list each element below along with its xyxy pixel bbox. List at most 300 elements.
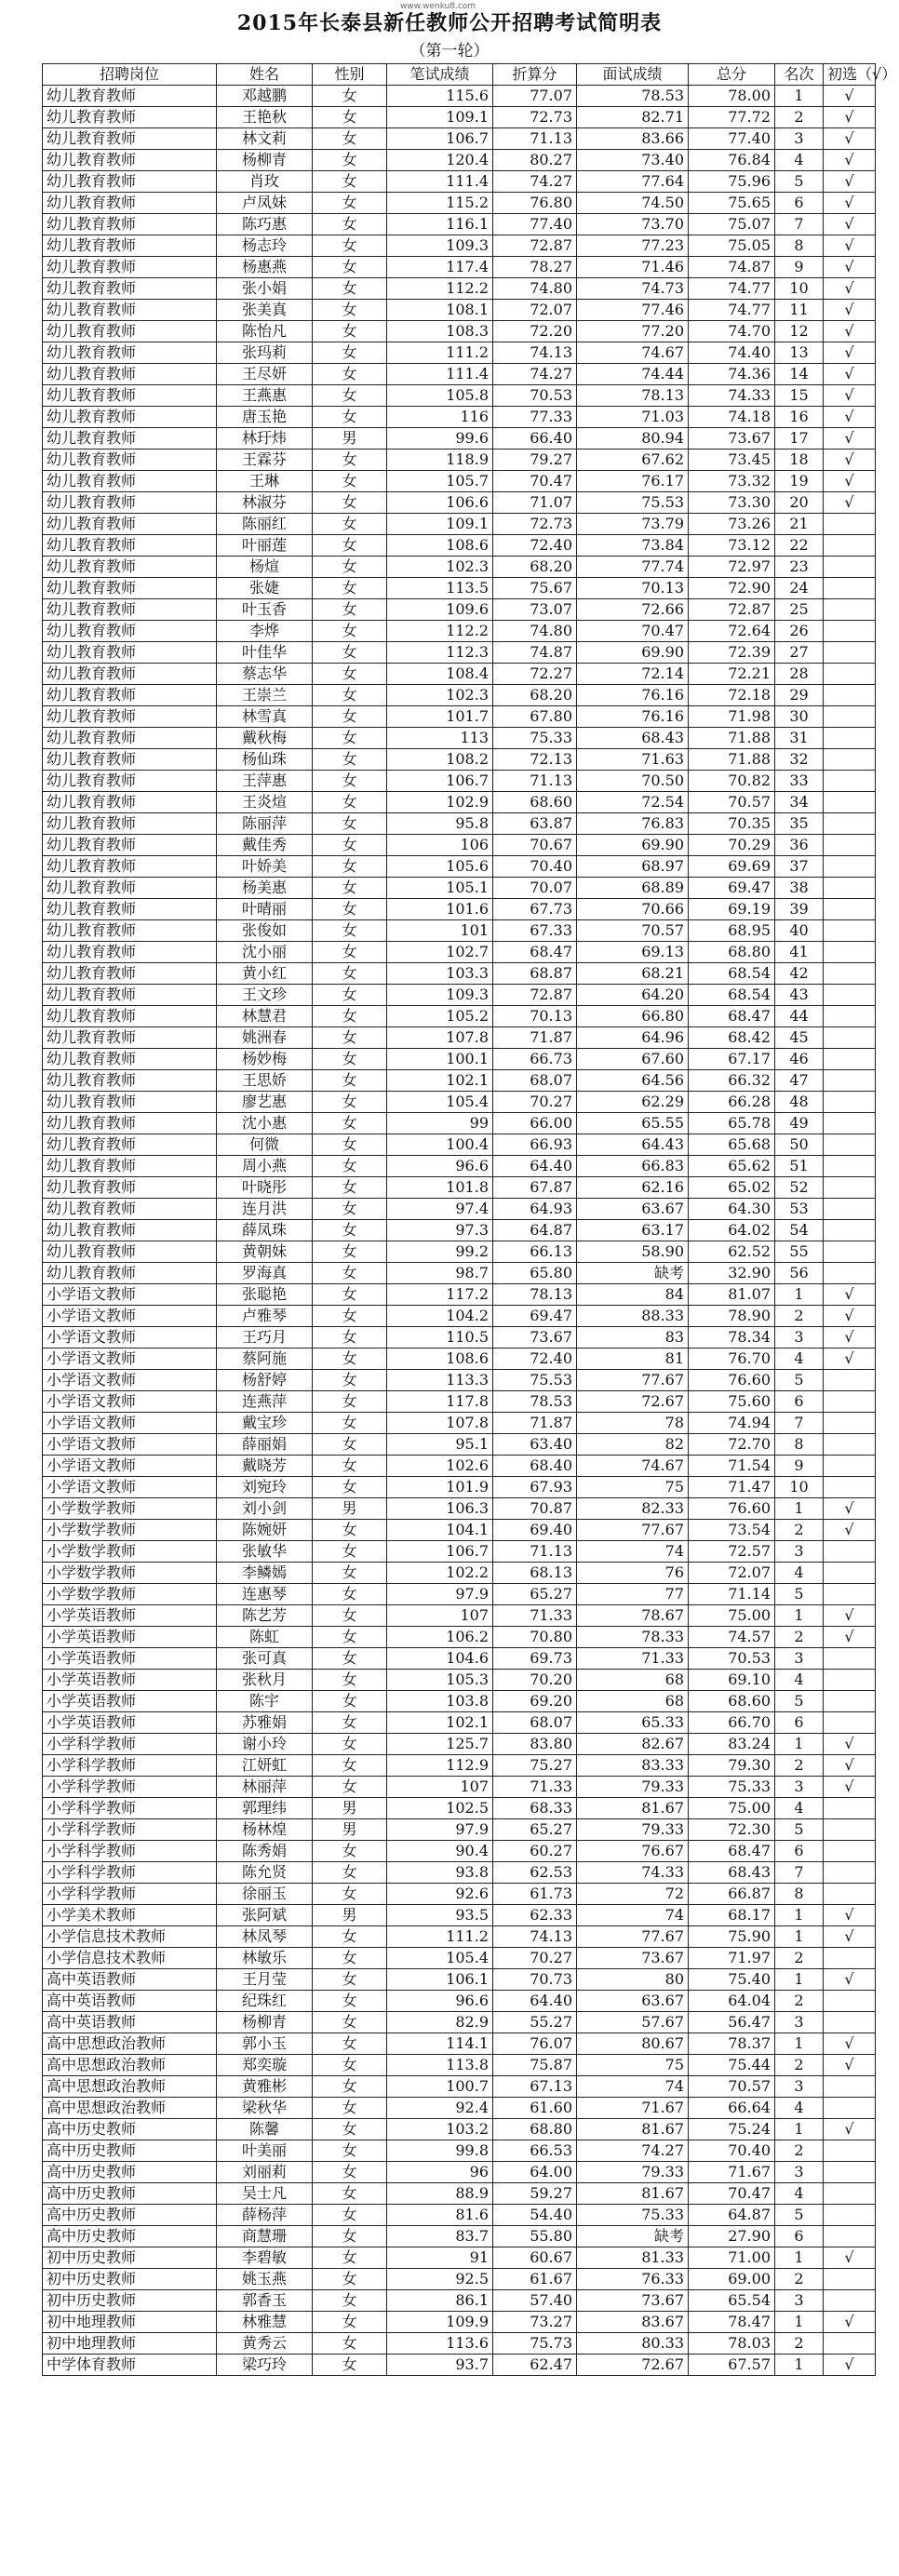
table-row: [43, 1563, 876, 1584]
position-cell: 幼儿教育教师: [43, 813, 217, 835]
name-cell: 张俊如: [217, 920, 313, 942]
name-cell: 杨柳青: [217, 150, 313, 171]
rank-cell: 7: [775, 1413, 824, 1434]
preselected-cell: [824, 899, 876, 920]
written-score-cell: 120.4: [387, 150, 493, 171]
written-score-cell: 109.3: [387, 985, 493, 1006]
converted-score-cell: 70.40: [493, 856, 577, 878]
name-cell: 周小燕: [217, 1156, 313, 1177]
name-cell: 陈秀娟: [217, 1841, 313, 1862]
table-row: [43, 193, 876, 214]
name-cell: 郭小玉: [217, 2033, 313, 2055]
converted-score-cell: 72.27: [493, 664, 577, 685]
rank-cell: 48: [775, 1092, 824, 1113]
total-score-cell: 72.97: [689, 557, 775, 578]
position-cell: 幼儿教育教师: [43, 749, 217, 771]
interview-score-cell: 缺考: [577, 1263, 689, 1284]
converted-score-cell: 72.73: [493, 107, 577, 128]
gender-cell: 女: [313, 1348, 387, 1370]
name-cell: 林淑芬: [217, 492, 313, 514]
position-cell: 幼儿教育教师: [43, 1070, 217, 1092]
table-row: [43, 599, 876, 621]
converted-score-cell: 63.40: [493, 1434, 577, 1456]
rank-cell: 20: [775, 492, 824, 514]
gender-cell: 女: [313, 128, 387, 150]
position-cell: 幼儿教育教师: [43, 792, 217, 813]
name-cell: 梁秋华: [217, 2098, 313, 2119]
written-score-cell: 97.9: [387, 1584, 493, 1605]
name-cell: 梁巧玲: [217, 2355, 313, 2376]
gender-cell: 女: [313, 642, 387, 664]
rank-cell: 53: [775, 1199, 824, 1220]
gender-cell: 女: [313, 2076, 387, 2098]
written-score-cell: 103.8: [387, 1691, 493, 1712]
header-row: [43, 64, 876, 86]
rank-cell: 7: [775, 1862, 824, 1884]
name-cell: 廖艺惠: [217, 1092, 313, 1113]
converted-score-cell: 62.33: [493, 1905, 577, 1926]
rank-cell: 31: [775, 728, 824, 749]
position-cell: 幼儿教育教师: [43, 1049, 217, 1070]
rank-cell: 47: [775, 1070, 824, 1092]
total-score-cell: 69.69: [689, 856, 775, 878]
written-score-cell: 106.7: [387, 771, 493, 792]
interview-score-cell: 81.67: [577, 1798, 689, 1819]
converted-score-cell: 68.20: [493, 685, 577, 706]
preselected-cell: √: [824, 492, 876, 514]
position-cell: 幼儿教育教师: [43, 664, 217, 685]
converted-score-cell: 67.93: [493, 1477, 577, 1498]
interview-score-cell: 81.67: [577, 2183, 689, 2205]
converted-score-cell: 75.33: [493, 728, 577, 749]
converted-score-cell: 70.87: [493, 1498, 577, 1520]
name-cell: 李鳞嫣: [217, 1563, 313, 1584]
position-cell: 幼儿教育教师: [43, 300, 217, 321]
written-score-cell: 107.8: [387, 1027, 493, 1049]
table-row: [43, 1027, 876, 1049]
position-cell: 幼儿教育教师: [43, 342, 217, 364]
gender-cell: 女: [313, 771, 387, 792]
name-cell: 陈怡凡: [217, 321, 313, 342]
gender-cell: 女: [313, 1520, 387, 1541]
total-score-cell: 79.30: [689, 1755, 775, 1777]
interview-score-cell: 缺考: [577, 2226, 689, 2247]
converted-score-cell: 74.80: [493, 278, 577, 300]
preselected-cell: √: [824, 107, 876, 128]
rank-cell: 19: [775, 471, 824, 492]
rank-cell: 3: [775, 1327, 824, 1348]
name-cell: 商慧珊: [217, 2226, 313, 2247]
total-score-cell: 66.87: [689, 1884, 775, 1905]
name-cell: 林丽萍: [217, 1777, 313, 1798]
total-score-cell: 68.80: [689, 942, 775, 963]
name-cell: 纪珠红: [217, 1991, 313, 2012]
name-cell: 王月莹: [217, 1969, 313, 1991]
preselected-cell: √: [824, 300, 876, 321]
table-row: [43, 1134, 876, 1156]
table-row: [43, 535, 876, 557]
converted-score-cell: 54.40: [493, 2205, 577, 2226]
interview-score-cell: 71.03: [577, 407, 689, 428]
preselected-cell: [824, 1177, 876, 1199]
converted-score-cell: 68.07: [493, 1070, 577, 1092]
total-score-cell: 74.36: [689, 364, 775, 385]
table-header: [43, 64, 897, 86]
converted-score-cell: 71.87: [493, 1413, 577, 1434]
name-cell: 黄秀云: [217, 2333, 313, 2355]
interview-score-cell: 62.29: [577, 1092, 689, 1113]
interview-score-cell: 76.67: [577, 1841, 689, 1862]
name-cell: 王霖芬: [217, 449, 313, 471]
table-row: [43, 1862, 876, 1884]
interview-score-cell: 74.73: [577, 278, 689, 300]
position-cell: 幼儿教育教师: [43, 364, 217, 385]
table-row: [43, 1391, 876, 1413]
gender-cell: 女: [313, 1691, 387, 1712]
total-score-cell: 76.70: [689, 1348, 775, 1370]
written-score-cell: 109.1: [387, 514, 493, 535]
gender-cell: 女: [313, 407, 387, 428]
table-row: [43, 128, 876, 150]
written-score-cell: 102.7: [387, 942, 493, 963]
total-score-cell: 65.54: [689, 2290, 775, 2312]
converted-score-cell: 75.67: [493, 578, 577, 599]
rank-cell: 54: [775, 1220, 824, 1241]
table-row: [43, 1306, 876, 1327]
position-cell: 小学英语教师: [43, 1691, 217, 1712]
rank-cell: 5: [775, 1370, 824, 1391]
table-row: [43, 471, 876, 492]
rank-cell: 8: [775, 235, 824, 257]
converted-score-cell: 70.47: [493, 471, 577, 492]
converted-score-cell: 69.47: [493, 1306, 577, 1327]
written-score-cell: 111.4: [387, 364, 493, 385]
interview-score-cell: 70.13: [577, 578, 689, 599]
table-row: [43, 1092, 876, 1113]
name-cell: 姚洲春: [217, 1027, 313, 1049]
preselected-cell: √: [824, 1284, 876, 1306]
gender-cell: 女: [313, 1049, 387, 1070]
name-cell: 杨妙梅: [217, 1049, 313, 1070]
column-header-gender: 性别: [313, 64, 387, 86]
table-row: [43, 1370, 876, 1391]
rank-cell: 8: [775, 1434, 824, 1456]
converted-score-cell: 60.27: [493, 1841, 577, 1862]
converted-score-cell: 71.33: [493, 1605, 577, 1627]
converted-score-cell: 80.27: [493, 150, 577, 171]
name-cell: 叶丽莲: [217, 535, 313, 557]
total-score-cell: 32.90: [689, 1263, 775, 1284]
interview-score-cell: 77: [577, 1584, 689, 1605]
converted-score-cell: 70.53: [493, 385, 577, 407]
total-score-cell: 66.32: [689, 1070, 775, 1092]
name-cell: 郭理纬: [217, 1798, 313, 1819]
converted-score-cell: 60.67: [493, 2247, 577, 2269]
total-score-cell: 68.47: [689, 1841, 775, 1862]
rank-cell: 11: [775, 300, 824, 321]
rank-cell: 16: [775, 407, 824, 428]
converted-score-cell: 83.80: [493, 1734, 577, 1755]
rank-cell: 14: [775, 364, 824, 385]
table-row: [43, 1006, 876, 1027]
gender-cell: 女: [313, 321, 387, 342]
table-row: [43, 1520, 876, 1541]
name-cell: 吴士凡: [217, 2183, 313, 2205]
interview-score-cell: 71.46: [577, 257, 689, 278]
table-row: [43, 214, 876, 235]
total-score-cell: 75.07: [689, 214, 775, 235]
gender-cell: 女: [313, 835, 387, 856]
table-row: [43, 1327, 876, 1348]
written-score-cell: 102.3: [387, 557, 493, 578]
total-score-cell: 75.00: [689, 1605, 775, 1627]
total-score-cell: 72.30: [689, 1819, 775, 1841]
preselected-cell: [824, 920, 876, 942]
interview-score-cell: 64.43: [577, 1134, 689, 1156]
table-row: [43, 364, 876, 385]
gender-cell: 女: [313, 1092, 387, 1113]
written-score-cell: 106.6: [387, 492, 493, 514]
total-score-cell: 73.45: [689, 449, 775, 471]
written-score-cell: 105.6: [387, 856, 493, 878]
converted-score-cell: 77.40: [493, 214, 577, 235]
total-score-cell: 72.70: [689, 1434, 775, 1456]
position-cell: 小学科学教师: [43, 1884, 217, 1905]
rank-cell: 21: [775, 514, 824, 535]
table-row: [43, 1884, 876, 1905]
preselected-cell: [824, 771, 876, 792]
rank-cell: 1: [775, 1926, 824, 1948]
converted-score-cell: 55.27: [493, 2012, 577, 2033]
preselected-cell: √: [824, 171, 876, 193]
name-cell: 陈艺芳: [217, 1605, 313, 1627]
rank-cell: 2: [775, 1755, 824, 1777]
table-body: [43, 86, 876, 2376]
preselected-cell: [824, 2076, 876, 2098]
table-row: [43, 449, 876, 471]
preselected-cell: √: [824, 1605, 876, 1627]
name-cell: 叶晴丽: [217, 899, 313, 920]
position-cell: 幼儿教育教师: [43, 1134, 217, 1156]
preselected-cell: √: [824, 2312, 876, 2333]
interview-score-cell: 66.80: [577, 1006, 689, 1027]
gender-cell: 女: [313, 1755, 387, 1777]
position-cell: 高中历史教师: [43, 2119, 217, 2140]
preselected-cell: √: [824, 150, 876, 171]
rank-cell: 42: [775, 963, 824, 985]
preselected-cell: [824, 1798, 876, 1819]
rank-cell: 46: [775, 1049, 824, 1070]
gender-cell: 女: [313, 2183, 387, 2205]
interview-score-cell: 73.67: [577, 2290, 689, 2312]
rank-cell: 4: [775, 1670, 824, 1691]
table-row: [43, 1199, 876, 1220]
total-score-cell: 69.19: [689, 899, 775, 920]
gender-cell: 女: [313, 1991, 387, 2012]
table-row: [43, 1819, 876, 1841]
rank-cell: 17: [775, 428, 824, 449]
written-score-cell: 109.3: [387, 235, 493, 257]
total-score-cell: 78.03: [689, 2333, 775, 2355]
interview-score-cell: 71.67: [577, 2098, 689, 2119]
converted-score-cell: 61.67: [493, 2269, 577, 2290]
preselected-cell: [824, 685, 876, 706]
position-cell: 高中英语教师: [43, 2012, 217, 2033]
preselected-cell: √: [824, 128, 876, 150]
written-score-cell: 105.7: [387, 471, 493, 492]
interview-score-cell: 63.67: [577, 1991, 689, 2012]
written-score-cell: 107: [387, 1777, 493, 1798]
preselected-cell: [824, 1541, 876, 1563]
written-score-cell: 112.2: [387, 278, 493, 300]
name-cell: 杨美惠: [217, 878, 313, 899]
interview-score-cell: 72.54: [577, 792, 689, 813]
gender-cell: 女: [313, 514, 387, 535]
gender-cell: 女: [313, 1541, 387, 1563]
gender-cell: 女: [313, 985, 387, 1006]
table-row: [43, 1841, 876, 1862]
position-cell: 小学英语教师: [43, 1670, 217, 1691]
interview-score-cell: 64.56: [577, 1070, 689, 1092]
table-row: [43, 2269, 876, 2290]
rank-cell: 9: [775, 1456, 824, 1477]
table-row: [43, 1477, 876, 1498]
written-score-cell: 114.1: [387, 2033, 493, 2055]
rank-cell: 5: [775, 1584, 824, 1605]
total-score-cell: 74.33: [689, 385, 775, 407]
name-cell: 王思娇: [217, 1070, 313, 1092]
preselected-cell: [824, 1563, 876, 1584]
interview-score-cell: 74.33: [577, 1862, 689, 1884]
converted-score-cell: 71.07: [493, 492, 577, 514]
position-cell: 小学语文教师: [43, 1413, 217, 1434]
rank-cell: 52: [775, 1177, 824, 1199]
total-score-cell: 83.24: [689, 1734, 775, 1755]
interview-score-cell: 63.67: [577, 1199, 689, 1220]
preselected-cell: [824, 985, 876, 1006]
total-score-cell: 65.78: [689, 1113, 775, 1134]
total-score-cell: 75.05: [689, 235, 775, 257]
position-cell: 初中历史教师: [43, 2290, 217, 2312]
name-cell: 徐丽玉: [217, 1884, 313, 1905]
converted-score-cell: 75.27: [493, 1755, 577, 1777]
name-cell: 蔡志华: [217, 664, 313, 685]
position-cell: 小学英语教师: [43, 1627, 217, 1648]
position-cell: 小学语文教师: [43, 1306, 217, 1327]
rank-cell: 3: [775, 2012, 824, 2033]
written-score-cell: 102.5: [387, 1798, 493, 1819]
written-score-cell: 102.1: [387, 1070, 493, 1092]
gender-cell: 女: [313, 2162, 387, 2183]
gender-cell: 女: [313, 1605, 387, 1627]
table-row: [43, 2076, 876, 2098]
position-cell: 幼儿教育教师: [43, 1220, 217, 1241]
position-cell: 幼儿教育教师: [43, 171, 217, 193]
total-score-cell: 71.98: [689, 706, 775, 728]
converted-score-cell: 72.40: [493, 535, 577, 557]
gender-cell: 女: [313, 2312, 387, 2333]
table-row: [43, 235, 876, 257]
rank-cell: 1: [775, 2355, 824, 2376]
written-score-cell: 105.3: [387, 1670, 493, 1691]
gender-cell: 女: [313, 621, 387, 642]
interview-score-cell: 81.67: [577, 2119, 689, 2140]
converted-score-cell: 57.40: [493, 2290, 577, 2312]
position-cell: 幼儿教育教师: [43, 471, 217, 492]
preselected-cell: [824, 664, 876, 685]
interview-score-cell: 63.17: [577, 1220, 689, 1241]
gender-cell: 女: [313, 1627, 387, 1648]
written-score-cell: 103.3: [387, 963, 493, 985]
rank-cell: 12: [775, 321, 824, 342]
rank-cell: 35: [775, 813, 824, 835]
interview-score-cell: 81.33: [577, 2247, 689, 2269]
converted-score-cell: 73.07: [493, 599, 577, 621]
preselected-cell: √: [824, 1327, 876, 1348]
preselected-cell: [824, 942, 876, 963]
total-score-cell: 72.90: [689, 578, 775, 599]
rank-cell: 44: [775, 1006, 824, 1027]
table-row: [43, 942, 876, 963]
position-cell: 高中思想政治教师: [43, 2033, 217, 2055]
gender-cell: 女: [313, 86, 387, 107]
converted-score-cell: 77.07: [493, 86, 577, 107]
interview-score-cell: 75.33: [577, 2205, 689, 2226]
interview-score-cell: 67.62: [577, 449, 689, 471]
converted-score-cell: 68.80: [493, 2119, 577, 2140]
name-cell: 刘丽莉: [217, 2162, 313, 2183]
interview-score-cell: 74.50: [577, 193, 689, 214]
preselected-cell: √: [824, 1306, 876, 1327]
gender-cell: 女: [313, 1734, 387, 1755]
position-cell: 小学美术教师: [43, 1905, 217, 1926]
table-row: [43, 1284, 876, 1306]
total-score-cell: 73.32: [689, 471, 775, 492]
interview-score-cell: 64.96: [577, 1027, 689, 1049]
rank-cell: 39: [775, 899, 824, 920]
preselected-cell: √: [824, 1348, 876, 1370]
table-row: [43, 749, 876, 771]
written-score-cell: 112.3: [387, 642, 493, 664]
position-cell: 幼儿教育教师: [43, 621, 217, 642]
converted-score-cell: 72.07: [493, 300, 577, 321]
preselected-cell: √: [824, 257, 876, 278]
preselected-cell: [824, 2012, 876, 2033]
name-cell: 连月洪: [217, 1199, 313, 1220]
gender-cell: 女: [313, 1477, 387, 1498]
converted-score-cell: 71.13: [493, 771, 577, 792]
gender-cell: 女: [313, 449, 387, 471]
converted-score-cell: 68.47: [493, 942, 577, 963]
rank-cell: 5: [775, 1819, 824, 1841]
column-header-converted-score: 折算分: [493, 64, 577, 86]
rank-cell: 38: [775, 878, 824, 899]
name-cell: 蔡阿施: [217, 1348, 313, 1370]
converted-score-cell: 68.60: [493, 792, 577, 813]
interview-score-cell: 77.67: [577, 1926, 689, 1948]
written-score-cell: 113.8: [387, 2055, 493, 2076]
position-cell: 幼儿教育教师: [43, 1113, 217, 1134]
total-score-cell: 74.94: [689, 1413, 775, 1434]
preselected-cell: [824, 1070, 876, 1092]
total-score-cell: 71.88: [689, 749, 775, 771]
total-score-cell: 75.40: [689, 1969, 775, 1991]
preselected-cell: [824, 1712, 876, 1734]
table-row: [43, 1348, 876, 1370]
total-score-cell: 72.07: [689, 1563, 775, 1584]
table-row: [43, 578, 876, 599]
position-cell: 高中历史教师: [43, 2162, 217, 2183]
